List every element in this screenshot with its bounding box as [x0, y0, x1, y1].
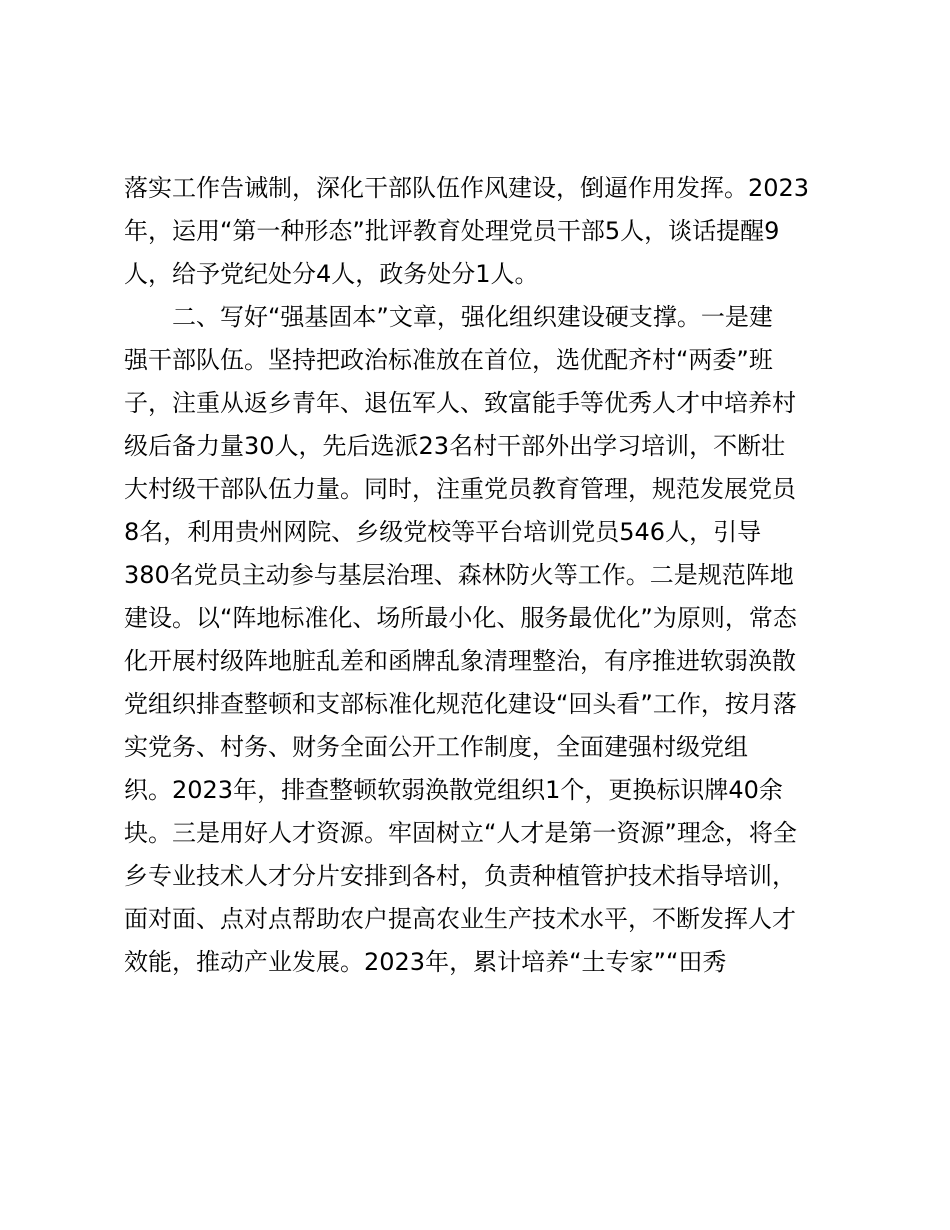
text-line: 子，注重从返乡青年、退伍军人、致富能手等优秀人才中培养村 [124, 389, 796, 417]
text-line: 级后备力量30人，先后选派23名村干部外出学习培训，不断壮 [124, 432, 786, 460]
text-line: 380名党员主动参与基层治理、森林防火等工作。二是规范阵地 [124, 561, 794, 589]
text-line: 大村级干部队伍力量。同时，注重党员教育管理，规范发展党员 [124, 475, 796, 503]
text-line: 党组织排查整顿和支部标准化规范化建设“回头看”工作，按月落 [124, 690, 797, 718]
text-line: 年，运用“第一种形态”批评教育处理党员干部5人，谈话提醒9 [124, 217, 780, 245]
body-text [124, 167, 844, 984]
section-heading-line: 二、写好“强基固本”文章，强化组织建设硬支撑。一是建 [172, 303, 773, 331]
text-line: 化开展村级阵地脏乱差和函牌乱象清理整治，有序推进软弱涣散 [124, 647, 796, 675]
text-line: 落实工作告诫制，深化干部队伍作风建设，倒逼作用发挥。2023 [124, 174, 810, 202]
text-line: 块。三是用好人才资源。牢固树立“人才是第一资源”理念，将全 [124, 819, 797, 847]
text-line: 强干部队伍。坚持把政治标准放在首位，选优配齐村“两委”班 [124, 346, 773, 374]
text-line: 8名，利用贵州网院、乡级党校等平台培训党员546人，引导 [124, 518, 762, 546]
text-line: 人，给予党纪处分4人，政务处分1人。 [124, 260, 539, 288]
text-line: 效能，推动产业发展。2023年，累计培养“土专家”“田秀 [124, 948, 727, 976]
text-line: 面对面、点对点帮助农户提高农业生产技术水平，不断发挥人才 [124, 905, 796, 933]
text-line: 建设。以“阵地标准化、场所最小化、服务最优化”为原则，常态 [124, 604, 797, 632]
text-line: 实党务、村务、财务全面公开工作制度，全面建强村级党组 [124, 733, 748, 761]
text-line: 织。2023年，排查整顿软弱涣散党组织1个，更换标识牌40余 [124, 776, 783, 804]
text-line: 乡专业技术人才分片安排到各村，负责种植管护技术指导培训， [124, 862, 796, 890]
